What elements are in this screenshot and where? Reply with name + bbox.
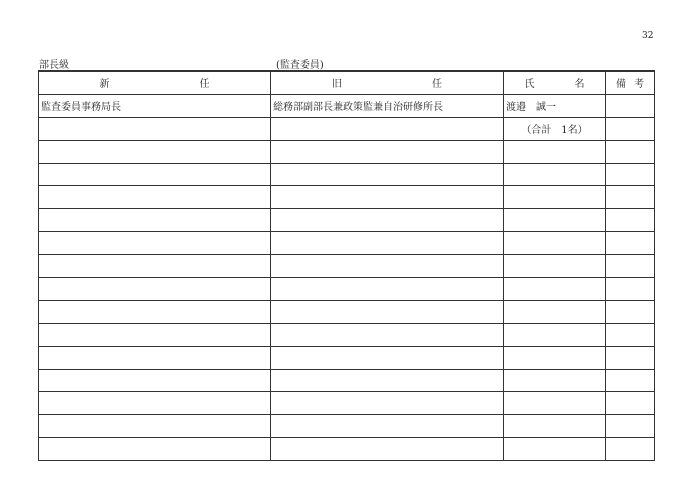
empty-cell [504, 140, 606, 163]
empty-cell [39, 300, 271, 323]
empty-cell [39, 369, 271, 392]
table-row [39, 94, 655, 117]
subtotal-row [39, 117, 655, 140]
empty-cell [271, 415, 504, 438]
empty-cell [606, 438, 655, 461]
empty-cell [39, 117, 271, 140]
page-number: 32 [642, 31, 654, 41]
empty-row [39, 438, 655, 461]
empty-cell [39, 209, 271, 232]
cell-new-post: 監査委員事務局長 [39, 94, 271, 117]
empty-cell [39, 186, 271, 209]
subtotal-cell: （合計 1名） [504, 117, 606, 140]
empty-cell [606, 140, 655, 163]
empty-cell [39, 163, 271, 186]
empty-cell [271, 346, 504, 369]
empty-cell [271, 278, 504, 301]
header-new-post-char-2: 任 [199, 79, 210, 91]
empty-row [39, 163, 655, 186]
empty-row [39, 186, 655, 209]
empty-cell [504, 346, 606, 369]
empty-row [39, 300, 655, 323]
empty-cell [39, 255, 271, 278]
empty-cell [504, 255, 606, 278]
empty-cell [271, 255, 504, 278]
rank-label: 部長級 [39, 60, 69, 71]
empty-cell [606, 232, 655, 255]
empty-cell [39, 415, 271, 438]
empty-cell [504, 323, 606, 346]
empty-cell [504, 278, 606, 301]
cell-remarks [606, 94, 655, 117]
department-label: (監査委員) [276, 60, 324, 71]
empty-cell [39, 438, 271, 461]
empty-cell [606, 117, 655, 140]
header-remarks [606, 71, 655, 94]
empty-cell [271, 392, 504, 415]
empty-row [39, 415, 655, 438]
empty-row [39, 255, 655, 278]
header-old-post-char-1: 旧 [332, 79, 342, 91]
empty-row [39, 140, 655, 163]
personnel-table [38, 70, 655, 461]
empty-cell [271, 140, 504, 163]
header-old-post-char-2: 任 [432, 79, 442, 91]
header-name [504, 71, 606, 94]
empty-cell [39, 346, 271, 369]
empty-cell [606, 346, 655, 369]
empty-row [39, 323, 655, 346]
empty-cell [39, 323, 271, 346]
header-new-post [39, 71, 271, 94]
empty-row [39, 278, 655, 301]
header-remarks-char-2: 考 [634, 79, 644, 91]
empty-cell [606, 392, 655, 415]
empty-cell [271, 209, 504, 232]
table-header-row [39, 71, 655, 94]
empty-cell [504, 369, 606, 392]
cell-old-post: 総務部副部長兼政策監兼自治研修所長 [271, 94, 504, 117]
empty-row [39, 392, 655, 415]
empty-cell [606, 163, 655, 186]
cell-name: 渡邉 誠一 [504, 94, 606, 117]
header-remarks-char-1: 備 [616, 79, 626, 91]
empty-cell [504, 415, 606, 438]
empty-cell [504, 163, 606, 186]
empty-cell [39, 278, 271, 301]
empty-cell [606, 255, 655, 278]
empty-cell [504, 392, 606, 415]
empty-cell [606, 209, 655, 232]
empty-cell [504, 300, 606, 323]
empty-cell [271, 163, 504, 186]
empty-cell [271, 232, 504, 255]
empty-row [39, 209, 655, 232]
empty-cell [504, 232, 606, 255]
empty-cell [39, 392, 271, 415]
empty-row [39, 232, 655, 255]
empty-cell [39, 140, 271, 163]
empty-cell [504, 209, 606, 232]
empty-cell [271, 117, 504, 140]
empty-cell [271, 323, 504, 346]
empty-cell [606, 278, 655, 301]
empty-cell [504, 438, 606, 461]
empty-row [39, 369, 655, 392]
empty-row [39, 346, 655, 369]
empty-cell [504, 186, 606, 209]
empty-cell [606, 300, 655, 323]
empty-cell [39, 232, 271, 255]
empty-cell [271, 438, 504, 461]
header-name-char-1: 氏 [524, 79, 535, 91]
empty-cell [606, 323, 655, 346]
empty-cell [271, 369, 504, 392]
empty-cell [271, 300, 504, 323]
empty-cell [271, 186, 504, 209]
header-old-post [271, 71, 504, 94]
empty-cell [606, 415, 655, 438]
empty-cell [606, 186, 655, 209]
header-new-post-char-1: 新 [99, 79, 110, 91]
header-name-char-2: 名 [574, 79, 585, 91]
empty-cell [606, 369, 655, 392]
